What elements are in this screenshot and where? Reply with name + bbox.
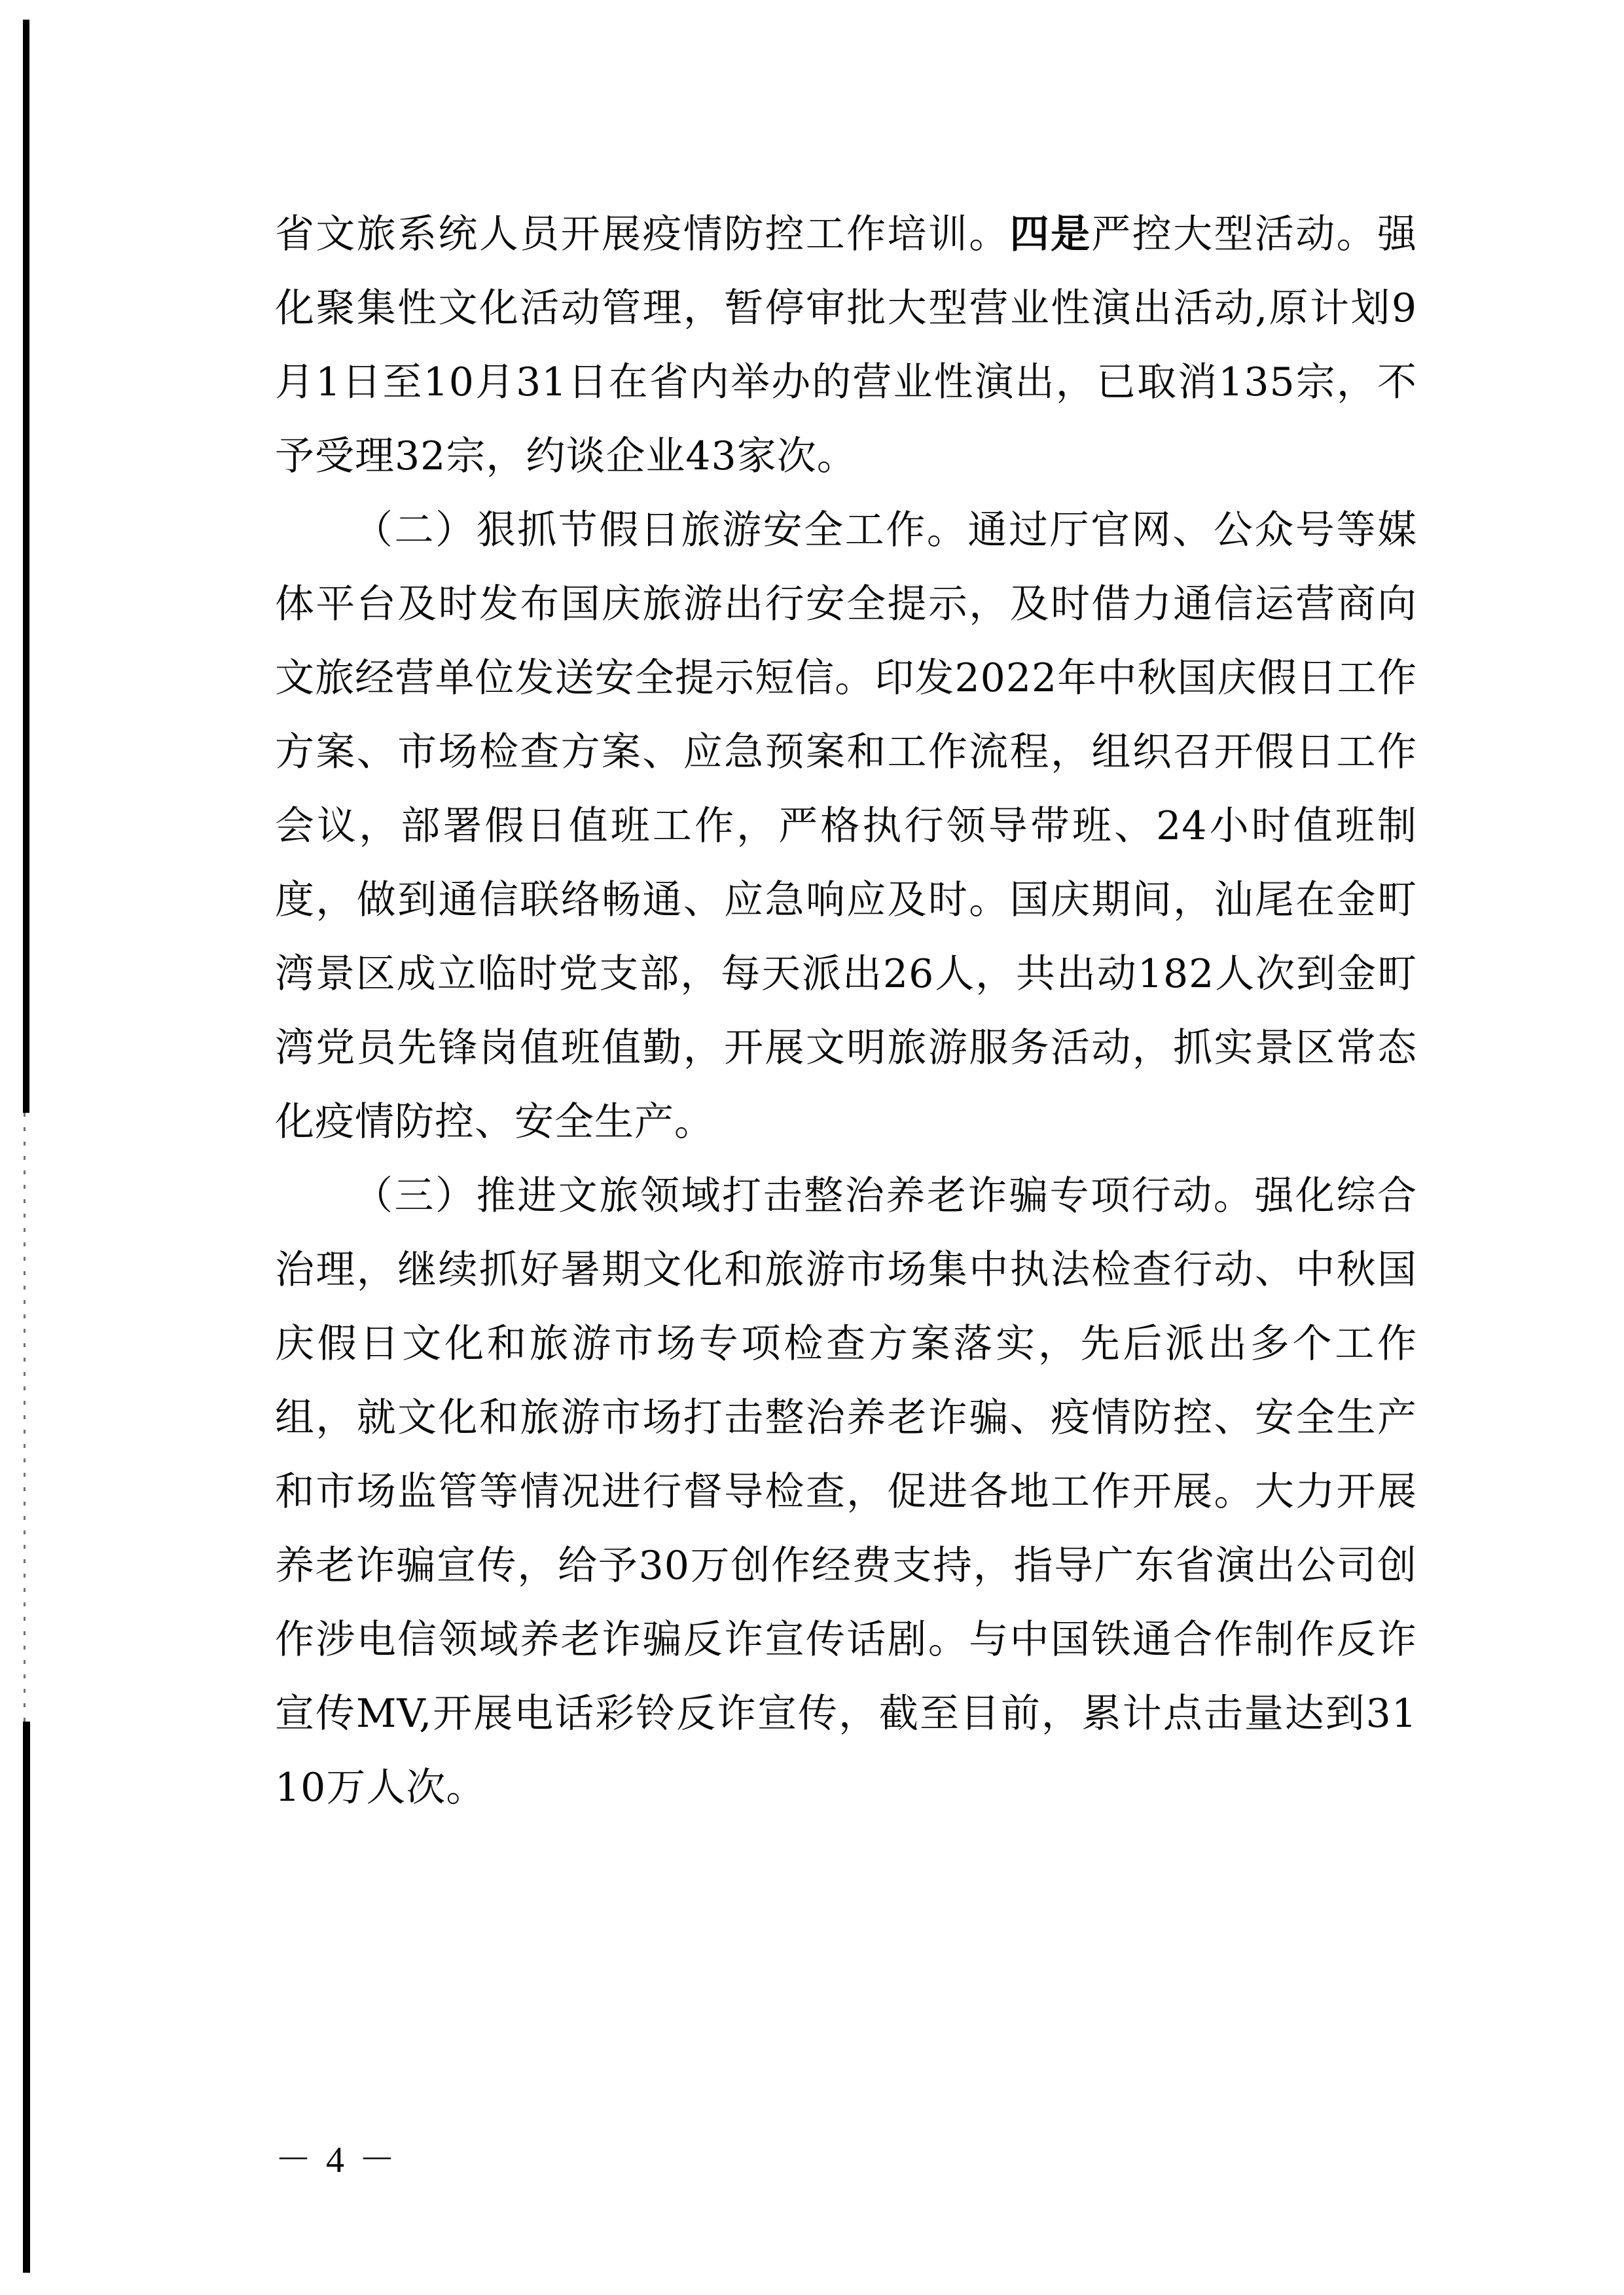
binding-edge-line — [23, 1722, 30, 2273]
binding-edge-line — [23, 20, 29, 1113]
paragraph-text: 严控大型活动。强化聚集性文化活动管理，暂停审批大型营业性演出活动,原计划9月1日至10月31日在省内举办的营业性演出，已取消135宗，不予受理32宗，约谈企业43家次。 — [275, 211, 1418, 479]
paragraph-text: 省文旅系统人员开展疫情防控工作培训。 — [275, 211, 1010, 257]
document-body — [275, 198, 1417, 1825]
binding-edge-line-faded — [24, 1113, 26, 1722]
paragraph-anti-fraud-campaign — [275, 1159, 1417, 1825]
paragraph-text: （三）推进文旅领域打击整治养老诈骗专项行动。强化综合治理，继续抓好暑期文化和旅游市场集中执法检查行动、中秋国庆假日文化和旅游市场专项检查方案落实，先后派出多个工作组，就文化和旅游市场打击整治养老诈骗、疫情防控、安全生产和市场监管等情况进行督导检查，促进各地工作开展。大力开展养老诈骗宣传，给予30万创作经费支持，指导广东省演出公司创作涉电信领域养老诈骗反诈宣传话剧。与中国铁通合作制作反诈宣传MV,开展电话彩铃反诈宣传，截至目前，累计点击量达到3110万人次。 — [275, 1173, 1417, 1811]
paragraph-large-event-control — [275, 198, 1417, 494]
bold-lead-phrase: 四是 — [1009, 211, 1092, 257]
paragraph-text: （二）狠抓节假日旅游安全工作。通过厅官网、公众号等媒体平台及时发布国庆旅游出行安全提示，及时借力通信运营商向文旅经营单位发送安全提示短信。印发2022年中秋国庆假日工作方案、市场检查方案、应急预案和工作流程，组织召开假日工作会议，部署假日值班工作，严格执行领导带班、24小时值班制度，做到通信联络畅通、应急响应及时。国庆期间，汕尾在金町湾景区成立临时党支部，每天派出26人，共出动182人次到金町湾党员先锋岗值班值勤，开展文明旅游服务活动，抓实景区常态化疫情防控、安全生产。 — [275, 507, 1417, 1145]
page-number: － 4 － — [275, 2140, 398, 2180]
paragraph-holiday-safety — [275, 494, 1417, 1159]
